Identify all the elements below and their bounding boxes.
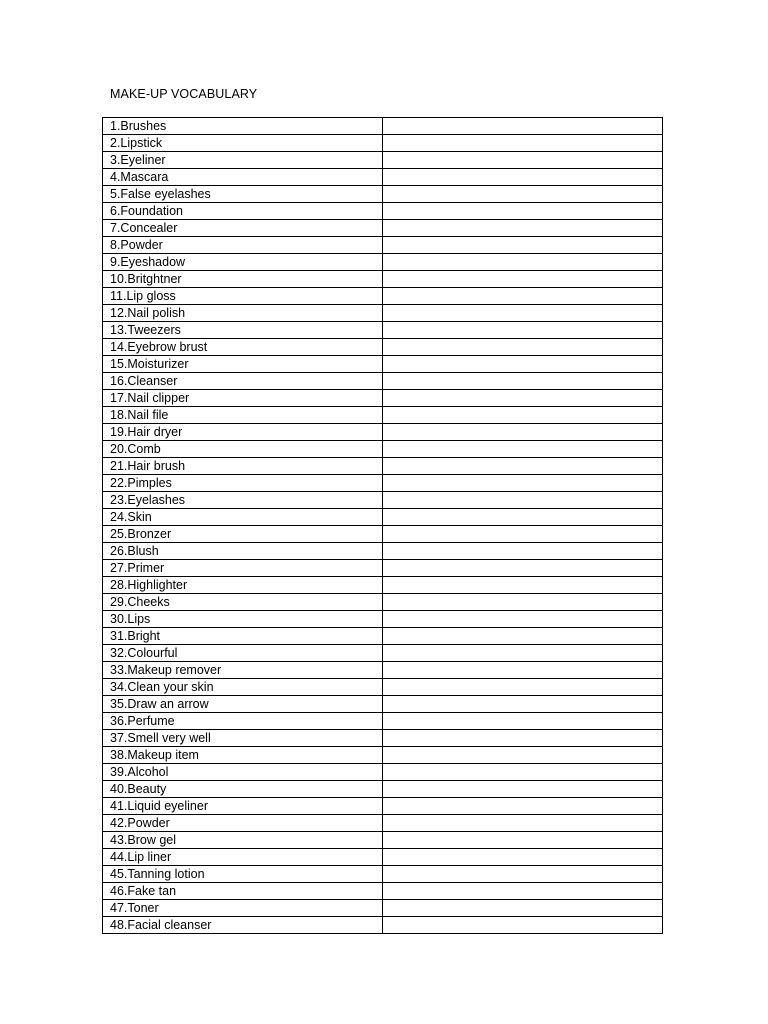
vocab-answer-cell — [383, 815, 663, 832]
vocab-term-cell: 44.Lip liner — [103, 849, 383, 866]
table-row — [103, 288, 663, 305]
vocab-term-cell: 24.Skin — [103, 509, 383, 526]
vocab-answer-cell — [383, 407, 663, 424]
table-row — [103, 305, 663, 322]
vocab-term-cell: 22.Pimples — [103, 475, 383, 492]
table-row — [103, 492, 663, 509]
vocab-term-cell: 27.Primer — [103, 560, 383, 577]
document-title: MAKE-UP VOCABULARY — [110, 87, 258, 101]
table-row — [103, 730, 663, 747]
vocab-term-cell: 3.Eyeliner — [103, 152, 383, 169]
vocab-answer-cell — [383, 305, 663, 322]
vocab-answer-cell — [383, 764, 663, 781]
table-row — [103, 135, 663, 152]
vocab-answer-cell — [383, 560, 663, 577]
vocab-answer-cell — [383, 441, 663, 458]
vocab-term-cell: 10.Britghtner — [103, 271, 383, 288]
vocab-term-cell: 19.Hair dryer — [103, 424, 383, 441]
table-row — [103, 696, 663, 713]
vocab-answer-cell — [383, 526, 663, 543]
vocab-answer-cell — [383, 509, 663, 526]
vocab-answer-cell — [383, 798, 663, 815]
table-row — [103, 917, 663, 934]
vocab-answer-cell — [383, 611, 663, 628]
vocab-term-cell: 29.Cheeks — [103, 594, 383, 611]
vocab-term-cell: 6.Foundation — [103, 203, 383, 220]
vocab-term-cell: 40.Beauty — [103, 781, 383, 798]
vocab-term-cell: 37.Smell very well — [103, 730, 383, 747]
vocab-term-cell: 14.Eyebrow brust — [103, 339, 383, 356]
table-row — [103, 628, 663, 645]
vocab-term-cell: 43.Brow gel — [103, 832, 383, 849]
vocab-term-cell: 21.Hair brush — [103, 458, 383, 475]
vocab-answer-cell — [383, 900, 663, 917]
vocab-answer-cell — [383, 475, 663, 492]
vocab-term-cell: 39.Alcohol — [103, 764, 383, 781]
vocab-answer-cell — [383, 152, 663, 169]
table-row — [103, 356, 663, 373]
table-row — [103, 237, 663, 254]
vocab-answer-cell — [383, 917, 663, 934]
vocab-term-cell: 42.Powder — [103, 815, 383, 832]
table-row — [103, 849, 663, 866]
table-row — [103, 611, 663, 628]
table-row — [103, 271, 663, 288]
vocab-term-cell: 20.Comb — [103, 441, 383, 458]
table-row — [103, 475, 663, 492]
vocab-answer-cell — [383, 271, 663, 288]
vocab-term-cell: 28.Highlighter — [103, 577, 383, 594]
vocab-answer-cell — [383, 849, 663, 866]
vocab-term-cell: 23.Eyelashes — [103, 492, 383, 509]
vocab-term-cell: 33.Makeup remover — [103, 662, 383, 679]
table-row — [103, 322, 663, 339]
table-row — [103, 339, 663, 356]
table-row — [103, 169, 663, 186]
vocab-answer-cell — [383, 322, 663, 339]
vocab-answer-cell — [383, 339, 663, 356]
table-row — [103, 441, 663, 458]
vocab-answer-cell — [383, 543, 663, 560]
vocab-answer-cell — [383, 679, 663, 696]
vocab-answer-cell — [383, 747, 663, 764]
vocab-answer-cell — [383, 662, 663, 679]
table-row — [103, 662, 663, 679]
vocab-term-cell: 4.Mascara — [103, 169, 383, 186]
vocab-term-cell: 12.Nail polish — [103, 305, 383, 322]
table-row — [103, 679, 663, 696]
vocab-term-cell: 11.Lip gloss — [103, 288, 383, 305]
table-row — [103, 203, 663, 220]
vocab-term-cell: 34.Clean your skin — [103, 679, 383, 696]
vocab-answer-cell — [383, 288, 663, 305]
vocab-answer-cell — [383, 594, 663, 611]
vocab-answer-cell — [383, 730, 663, 747]
table-row — [103, 118, 663, 135]
vocab-answer-cell — [383, 356, 663, 373]
vocab-term-cell: 41.Liquid eyeliner — [103, 798, 383, 815]
vocab-answer-cell — [383, 577, 663, 594]
vocab-term-cell: 38.Makeup item — [103, 747, 383, 764]
vocab-term-cell: 46.Fake tan — [103, 883, 383, 900]
vocab-term-cell: 5.False eyelashes — [103, 186, 383, 203]
table-row — [103, 594, 663, 611]
table-row — [103, 645, 663, 662]
table-row — [103, 543, 663, 560]
vocab-term-cell: 8.Powder — [103, 237, 383, 254]
table-row — [103, 220, 663, 237]
vocab-term-cell: 15.Moisturizer — [103, 356, 383, 373]
vocab-term-cell: 16.Cleanser — [103, 373, 383, 390]
table-row — [103, 526, 663, 543]
table-row — [103, 152, 663, 169]
table-row — [103, 458, 663, 475]
vocab-term-cell: 9.Eyeshadow — [103, 254, 383, 271]
vocab-term-cell: 26.Blush — [103, 543, 383, 560]
vocab-term-cell: 36.Perfume — [103, 713, 383, 730]
table-row — [103, 798, 663, 815]
table-row — [103, 747, 663, 764]
table-row — [103, 781, 663, 798]
vocab-term-cell: 1.Brushes — [103, 118, 383, 135]
vocab-answer-cell — [383, 866, 663, 883]
vocab-answer-cell — [383, 458, 663, 475]
vocab-answer-cell — [383, 832, 663, 849]
vocab-answer-cell — [383, 645, 663, 662]
vocabulary-table — [102, 117, 663, 934]
vocab-term-cell: 18.Nail file — [103, 407, 383, 424]
vocabulary-table-body — [103, 118, 663, 934]
vocab-term-cell: 2.Lipstick — [103, 135, 383, 152]
vocab-answer-cell — [383, 186, 663, 203]
vocab-term-cell: 31.Bright — [103, 628, 383, 645]
vocab-answer-cell — [383, 169, 663, 186]
vocab-answer-cell — [383, 220, 663, 237]
vocab-answer-cell — [383, 118, 663, 135]
vocab-term-cell: 25.Bronzer — [103, 526, 383, 543]
vocab-answer-cell — [383, 254, 663, 271]
vocab-term-cell: 32.Colourful — [103, 645, 383, 662]
vocab-term-cell: 17.Nail clipper — [103, 390, 383, 407]
table-row — [103, 373, 663, 390]
table-row — [103, 866, 663, 883]
table-row — [103, 713, 663, 730]
vocab-term-cell: 47.Toner — [103, 900, 383, 917]
vocab-term-cell: 35.Draw an arrow — [103, 696, 383, 713]
table-row — [103, 883, 663, 900]
vocab-answer-cell — [383, 373, 663, 390]
vocab-answer-cell — [383, 390, 663, 407]
vocab-term-cell: 30.Lips — [103, 611, 383, 628]
table-row — [103, 509, 663, 526]
vocab-term-cell: 7.Concealer — [103, 220, 383, 237]
vocab-answer-cell — [383, 883, 663, 900]
table-row — [103, 900, 663, 917]
vocab-answer-cell — [383, 135, 663, 152]
vocab-answer-cell — [383, 203, 663, 220]
vocab-term-cell: 48.Facial cleanser — [103, 917, 383, 934]
vocab-answer-cell — [383, 696, 663, 713]
table-row — [103, 186, 663, 203]
table-row — [103, 832, 663, 849]
table-row — [103, 424, 663, 441]
vocab-term-cell: 45.Tanning lotion — [103, 866, 383, 883]
table-row — [103, 577, 663, 594]
vocab-answer-cell — [383, 713, 663, 730]
vocab-answer-cell — [383, 424, 663, 441]
vocab-answer-cell — [383, 781, 663, 798]
table-row — [103, 815, 663, 832]
table-row — [103, 254, 663, 271]
vocab-term-cell: 13.Tweezers — [103, 322, 383, 339]
vocab-answer-cell — [383, 492, 663, 509]
vocab-answer-cell — [383, 628, 663, 645]
table-row — [103, 560, 663, 577]
table-row — [103, 407, 663, 424]
vocab-answer-cell — [383, 237, 663, 254]
table-row — [103, 390, 663, 407]
table-row — [103, 764, 663, 781]
